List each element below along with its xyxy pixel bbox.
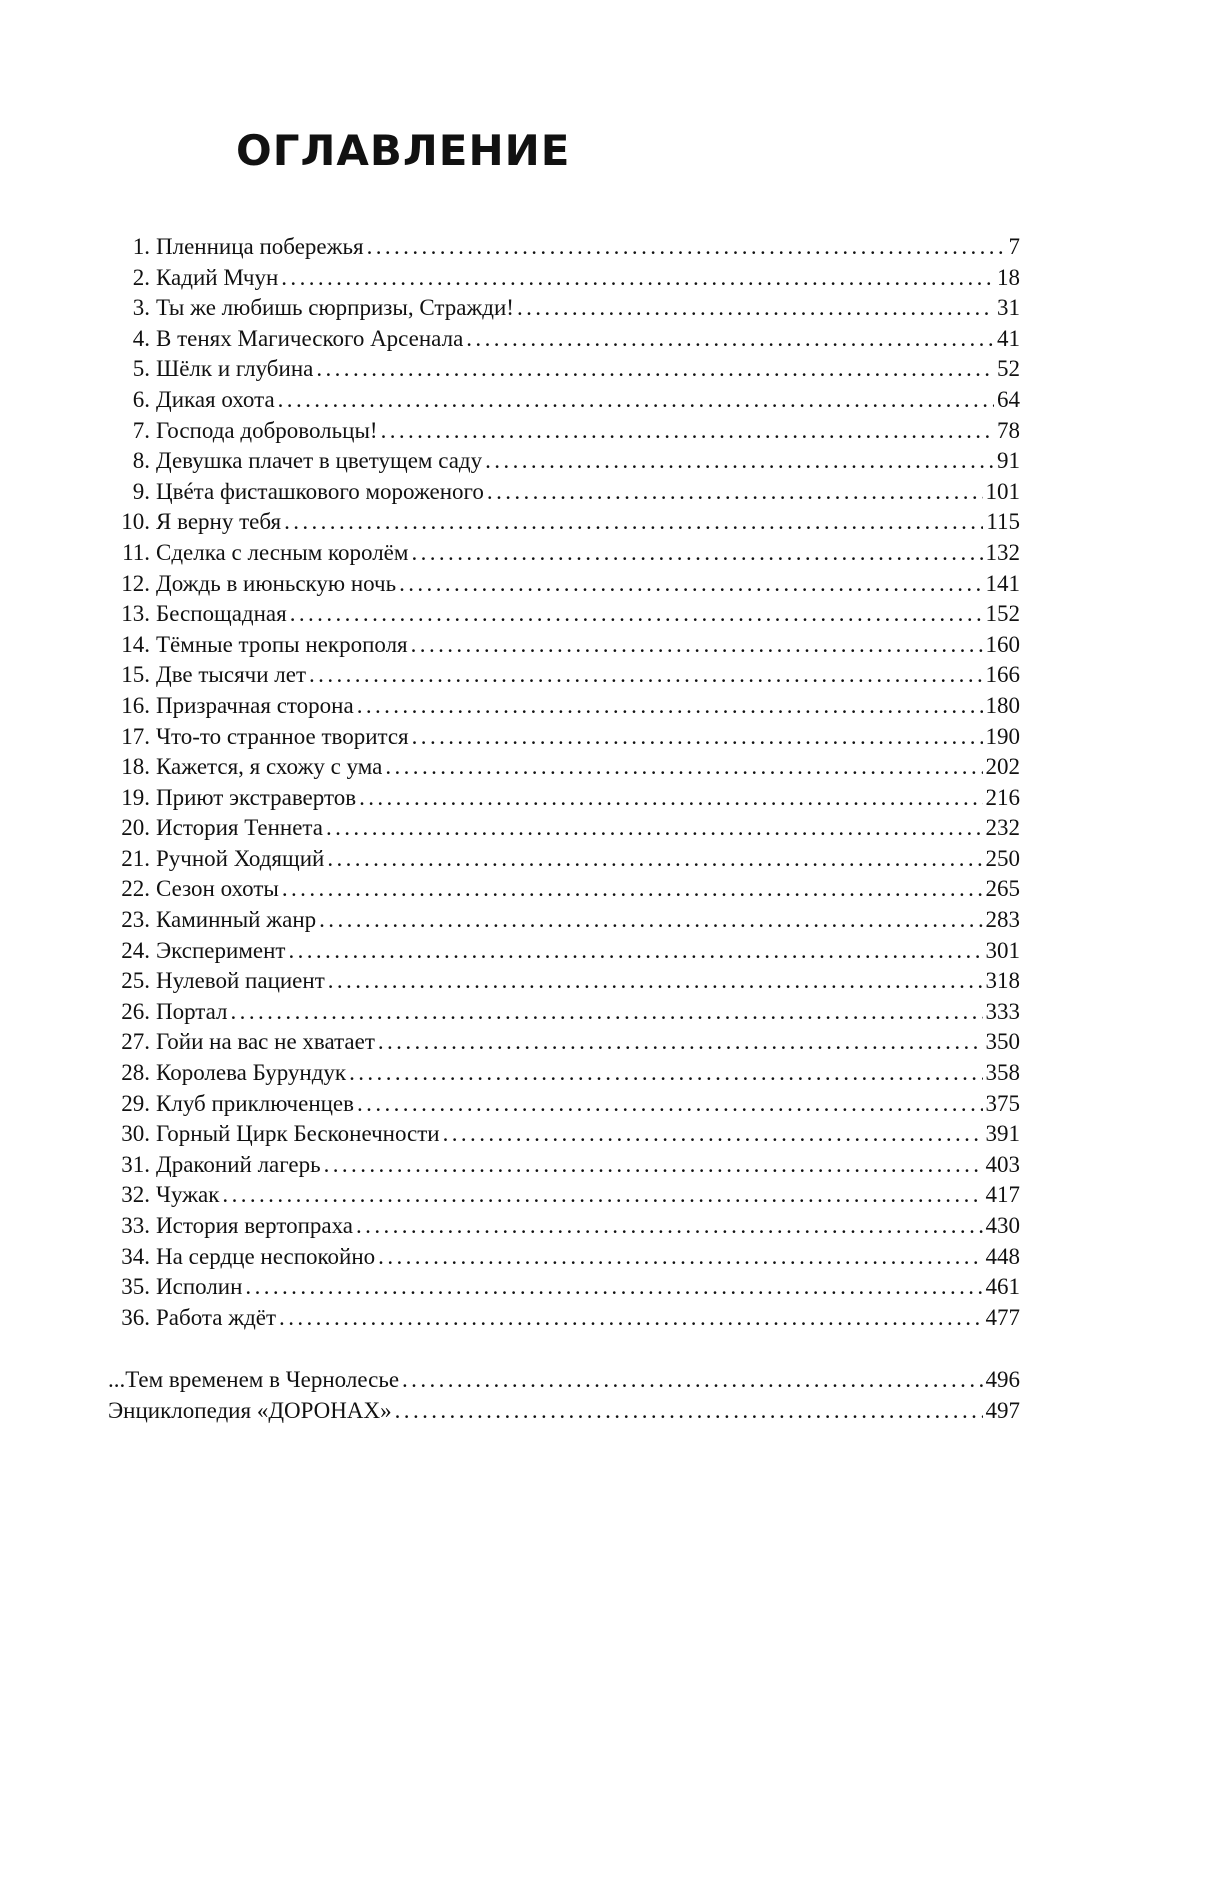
dot-leader <box>349 1058 982 1089</box>
toc-entry[interactable] <box>108 1396 1020 1427</box>
toc-entry[interactable] <box>108 1150 1020 1181</box>
chapter-title: Дикая охота <box>156 386 275 412</box>
chapter-title: Кадий Мчун <box>156 264 279 290</box>
page-number: 78 <box>997 417 1020 443</box>
chapter-title: Сделка с лесным королём <box>156 539 409 565</box>
dot-leader <box>357 1089 982 1120</box>
chapter-number: 27. <box>121 1029 150 1055</box>
chapter-number: 5. <box>132 356 150 382</box>
chapter-title: Что-то странное творится <box>156 723 409 749</box>
chapter-title: Пленница побережья <box>156 234 364 259</box>
dot-leader <box>517 293 994 324</box>
chapter-number: 4. <box>132 325 150 351</box>
chapter-title: Портал <box>156 998 228 1024</box>
toc-entry[interactable] <box>108 324 1020 355</box>
dot-leader <box>231 997 983 1028</box>
chapter-title: Исполин <box>156 1274 243 1300</box>
page-number: 190 <box>985 723 1020 749</box>
appendix-list <box>108 1365 1020 1426</box>
table-of-contents <box>108 232 1020 1333</box>
chapter-title: Драконий лагерь <box>156 1151 321 1177</box>
chapter-number: 7. <box>132 417 150 443</box>
chapter-title: В тенях Магического Арсенала <box>156 325 464 351</box>
page-number: 101 <box>985 478 1020 504</box>
dot-leader <box>222 1180 982 1211</box>
dot-leader <box>290 599 983 630</box>
dot-leader <box>327 844 982 875</box>
page-number: 115 <box>986 509 1020 535</box>
toc-entry[interactable] <box>108 293 1020 324</box>
page-number: 333 <box>985 998 1020 1024</box>
chapter-title: Тёмные тропы некрополя <box>156 631 408 657</box>
chapter-title: История Теннета <box>156 815 323 841</box>
dot-leader <box>367 232 1006 263</box>
page-number: 132 <box>985 539 1020 565</box>
chapter-title: История вертопраха <box>156 1213 354 1238</box>
chapter-title: Цвéта фисташкового мороженого <box>156 478 484 504</box>
dot-leader <box>412 722 983 753</box>
page-number: 180 <box>985 692 1020 718</box>
chapter-number: 20. <box>121 815 150 841</box>
dot-leader <box>411 630 983 661</box>
chapter-number: 23. <box>121 907 150 933</box>
chapter-number: 18. <box>121 754 150 780</box>
page-number: 477 <box>985 1304 1020 1330</box>
chapter-number: 25. <box>121 968 150 994</box>
chapter-number: 32. <box>121 1182 150 1208</box>
toc-entry[interactable] <box>108 1027 1020 1058</box>
dot-leader <box>487 477 983 508</box>
chapter-title: Королева Бурундук <box>156 1060 347 1086</box>
toc-entry[interactable] <box>108 1089 1020 1120</box>
toc-entry[interactable] <box>108 1365 1020 1396</box>
dot-leader <box>356 1211 982 1242</box>
chapter-number: 6. <box>132 386 150 412</box>
dot-leader <box>385 752 982 783</box>
dot-leader <box>319 905 982 936</box>
toc-entry[interactable] <box>108 905 1020 936</box>
dot-leader <box>378 1242 982 1273</box>
dot-leader <box>378 1027 983 1058</box>
page-number: 350 <box>985 1029 1020 1055</box>
page-number: 31 <box>997 295 1020 321</box>
chapter-number: 19. <box>121 784 150 810</box>
chapter-title: Две тысячи лет <box>156 662 307 688</box>
toc-entry[interactable] <box>108 722 1020 753</box>
dot-leader <box>309 660 982 691</box>
page-title: ОГЛАВЛЕНИЕ <box>236 126 571 175</box>
page-number: 430 <box>985 1213 1020 1238</box>
chapter-title: Шёлк и глубина <box>156 356 314 382</box>
chapter-title: Ручной Ходящий <box>156 845 325 871</box>
toc-entry[interactable] <box>108 263 1020 294</box>
page-number: 7 <box>1008 234 1020 259</box>
chapter-number: 33. <box>121 1213 150 1238</box>
dot-leader <box>288 936 982 967</box>
chapter-number: 15. <box>121 662 150 688</box>
toc-entry[interactable] <box>108 1242 1020 1273</box>
chapter-number: 21. <box>121 845 150 871</box>
toc-entry[interactable] <box>108 660 1020 691</box>
chapter-title: Эксперимент <box>156 937 286 963</box>
toc-entry[interactable] <box>108 507 1020 538</box>
chapter-title: Каминный жанр <box>156 907 317 933</box>
chapter-number: 3. <box>132 295 150 321</box>
chapter-title: Господа добровольцы! <box>156 417 378 443</box>
page-number: 496 <box>985 1367 1020 1392</box>
page-number: 41 <box>997 325 1020 351</box>
chapter-title: Нулевой пациент <box>156 968 325 994</box>
toc-entry[interactable] <box>108 630 1020 661</box>
toc-entry[interactable] <box>108 477 1020 508</box>
toc-entry[interactable] <box>108 1303 1020 1334</box>
chapter-number: 17. <box>121 723 150 749</box>
page-number: 152 <box>985 601 1020 627</box>
page-number: 375 <box>985 1090 1020 1116</box>
chapter-number: 1. <box>132 234 150 259</box>
toc-entry[interactable] <box>108 997 1020 1028</box>
chapter-number: 13. <box>121 601 150 627</box>
dot-leader <box>395 1396 983 1427</box>
chapter-title: Призрачная сторона <box>156 692 354 718</box>
chapter-title: Горный Цирк Бесконечности <box>156 1121 440 1147</box>
toc-entry[interactable] <box>108 844 1020 875</box>
toc-entry[interactable] <box>108 1272 1020 1303</box>
toc-entry[interactable] <box>108 538 1020 569</box>
page-number: 91 <box>997 448 1020 474</box>
chapter-number: 28. <box>121 1060 150 1086</box>
toc-entry[interactable] <box>108 1119 1020 1150</box>
page-number: 283 <box>985 907 1020 933</box>
page-number: 141 <box>985 570 1020 596</box>
chapter-title: Работа ждёт <box>156 1304 277 1330</box>
page-number: 391 <box>985 1121 1020 1147</box>
page-number: 18 <box>997 264 1020 290</box>
toc-entry[interactable] <box>108 385 1020 416</box>
page-number: 417 <box>985 1182 1020 1208</box>
toc-entry[interactable] <box>108 599 1020 630</box>
chapter-title: Ты же любишь сюрпризы, Стражди! <box>156 295 514 321</box>
toc-entry[interactable] <box>108 446 1020 477</box>
chapter-number: 35. <box>121 1274 150 1300</box>
page-number: 202 <box>985 754 1020 780</box>
page-number: 448 <box>985 1243 1020 1269</box>
chapter-title: На сердце неспокойно <box>156 1243 376 1269</box>
chapter-title: Кажется, я схожу с ума <box>156 754 383 780</box>
chapter-number: 26. <box>121 998 150 1024</box>
chapter-number: 14. <box>121 631 150 657</box>
dot-leader <box>279 1303 982 1334</box>
page-number: 497 <box>985 1397 1020 1423</box>
chapter-number: 34. <box>121 1243 150 1269</box>
toc-entry[interactable] <box>108 752 1020 783</box>
chapter-title: Энциклопедия «ДОРОНАХ» <box>108 1397 392 1423</box>
page-number: 461 <box>985 1274 1020 1300</box>
toc-entry[interactable] <box>108 966 1020 997</box>
chapter-number: 10. <box>121 509 150 535</box>
dot-leader <box>278 385 994 416</box>
page-number: 232 <box>985 815 1020 841</box>
chapter-title: Гойи на вас не хватает <box>156 1029 375 1055</box>
toc-entry[interactable] <box>108 416 1020 447</box>
toc-entry[interactable] <box>108 691 1020 722</box>
dot-leader <box>281 263 994 294</box>
dot-leader <box>411 538 982 569</box>
dot-leader <box>316 354 994 385</box>
page-number: 52 <box>997 356 1020 382</box>
dot-leader <box>326 813 983 844</box>
chapter-number: 12. <box>121 570 150 596</box>
toc-entry[interactable] <box>108 1058 1020 1089</box>
page-number: 265 <box>985 876 1020 902</box>
page-number: 358 <box>985 1060 1020 1086</box>
dot-leader <box>328 966 983 997</box>
chapter-number: 36. <box>121 1304 150 1330</box>
toc-entry[interactable] <box>108 1180 1020 1211</box>
page-number: 64 <box>997 386 1020 412</box>
chapter-number: 22. <box>121 876 150 902</box>
dot-leader <box>282 874 983 905</box>
chapter-title: Клуб приключенцев <box>156 1090 355 1116</box>
dot-leader <box>443 1119 983 1150</box>
page-number: 216 <box>985 784 1020 810</box>
page-number: 160 <box>985 631 1020 657</box>
toc-entry[interactable] <box>108 936 1020 967</box>
chapter-title: Дождь в июньскую ночь <box>156 570 397 596</box>
chapter-title: Приют экстравертов <box>156 784 357 810</box>
page-number: 250 <box>985 845 1020 871</box>
dot-leader <box>245 1272 982 1303</box>
page-number: 318 <box>985 968 1020 994</box>
chapter-title: Беспощадная <box>156 601 287 627</box>
chapter-number: 24. <box>121 937 150 963</box>
chapter-title: Я верну тебя <box>156 509 282 535</box>
dot-leader <box>485 446 994 477</box>
chapter-title: Сезон охоты <box>156 876 279 902</box>
dot-leader <box>324 1150 983 1181</box>
dot-leader <box>284 507 983 538</box>
dot-leader <box>466 324 994 355</box>
toc-entry[interactable] <box>108 1211 1020 1242</box>
dot-leader <box>402 1365 982 1396</box>
page-number: 403 <box>985 1151 1020 1177</box>
chapter-number: 30. <box>121 1121 150 1147</box>
chapter-number: 2. <box>132 264 150 290</box>
chapter-number: 31. <box>121 1151 150 1177</box>
chapter-title: Девушка плачет в цветущем саду <box>156 448 483 474</box>
chapter-number: 11. <box>122 539 150 565</box>
chapter-number: 16. <box>121 692 150 718</box>
toc-entry[interactable] <box>108 232 1020 263</box>
toc-entry[interactable] <box>108 569 1020 600</box>
page-number: 301 <box>985 937 1020 963</box>
dot-leader <box>359 783 982 814</box>
chapter-number: 9. <box>132 478 150 504</box>
toc-entry[interactable] <box>108 874 1020 905</box>
toc-entry[interactable] <box>108 813 1020 844</box>
chapter-number: 8. <box>132 448 150 474</box>
dot-leader <box>399 569 982 600</box>
toc-entry[interactable] <box>108 354 1020 385</box>
chapter-title: ...Тем временем в Чернолесье <box>108 1367 400 1392</box>
page-number: 166 <box>985 662 1020 688</box>
dot-leader <box>357 691 983 722</box>
chapter-number: 29. <box>121 1090 150 1116</box>
chapter-title: Чужак <box>156 1182 220 1208</box>
dot-leader <box>381 416 994 447</box>
toc-entry[interactable] <box>108 783 1020 814</box>
